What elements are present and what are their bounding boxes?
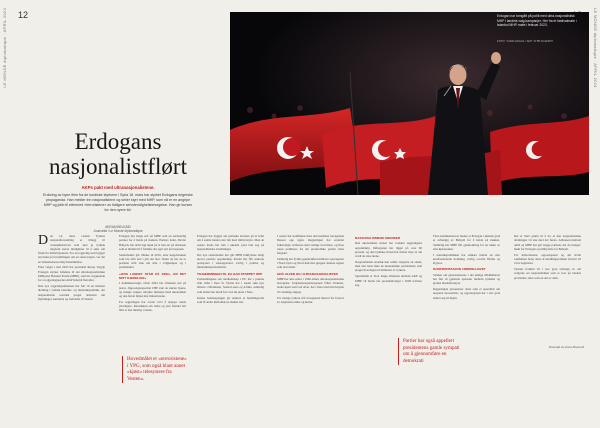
pull-quote-right: Partier har også appellert presidentens gamle sympati om å gjennomføre en demokrati <box>398 338 463 365</box>
article-standfirst: Erdoring av byen ifrim fra de kurdiske styrkene i Syria 18. mars har styrket Erdogans krigerske propaganda. Han melder inn nasjonalistene og seiler styrt med MHP, som nå er en angripe MHP og jobb til ettermed «terroristene» av tidligere selvstendighetsbevegelse. Han gir kursen for den nyere tid. <box>43 193 193 213</box>
pull-quote-left: Hovedmålet er «terroristene» i YPG, som også blant annet «kjøst» telesystere fra Vesten». <box>122 356 187 383</box>
section-subhead: NASJONALISMENS GRENSER <box>355 236 401 240</box>
section-subhead: GRÅ ULVER OG ULTRANASJONALISTER <box>277 271 338 276</box>
paragraph: I sørøst har konflikten med den kurdiske bevegelsen blusset opp igjen. Regjeringen har erstattet folkevalgte ordførere med statlige forvaltere, og flere tusen politikere fra det prokurdiske partiet sitter fengslet. <box>277 234 344 255</box>
paragraph: Forhandlingene om medlemskap i EU har i praksis stått stille i flere år. Tyrkia har i stedet søkt nye allierte i Midtøsten, Sentral-Asia og Afrika, samtidig som landet har holdt fast ved sin plass i Nato. <box>197 276 264 294</box>
paragraph: Etter valget i mai 2023 har president Recep Tayyip Erdogan styrket båndene til det ultranasjonalistiske Milliyetçi Hareket Partisi (MHP), som ble avgjørende for at regjeringspartiet AKP beholdt flertallet. <box>38 265 105 283</box>
paragraph: For regjeringen har svaret vært å skjerpe tonen ytterligere. Retorikken om indre og ytre fiender har blitt et fast innslag i talene. <box>119 299 186 313</box>
paragraph: Erdogan har lenge sett på MHP som en nødvendig partner for å holde på makten. Partiets leder, Devlet Bahçeli, har aldri lagt skjul på at han ser på alliansen som et middel til å fremme sitt eget syn på nasjonen. <box>119 234 186 251</box>
paragraph: For mange tyrkere står bevegelsen likevel for forsvar av nasjonens enhet og kultur. <box>277 295 344 304</box>
paragraph: For minoritetene, opposisjonen og det sivile samfunnet betyr dette at handlingsrommet fortsatt vil være begrenset. <box>514 252 581 266</box>
article-headline: Erdogans nasjonalistflørt <box>49 129 187 179</box>
paragraph: Nasjonalistisk retorikk kan samle velgerne en stund, men den løser ikke de økonomiske problemene som preger hverdagen til millioner av tyrkere. <box>355 259 422 273</box>
photo-credit: FOTO: YASIN AKGUL / AFP / NTB SCANPIX <box>497 39 553 43</box>
photo-caption: Erdogan har tomgått på politi med ultra-nasjonalistisk MHP i landets valg-kampanjer. Her fra et fastivalmøte i Istanbul MHP-møte i februar 2023. <box>497 14 577 28</box>
text-column-2 <box>119 234 186 352</box>
paragraph: Striden om gassressursene i det østlige Middelhavet har ført til gjentatte episoder mellom tyrkiske og greske marinefartøyer. <box>433 272 500 286</box>
paragraph: I kommunevalget våren 2024 ble alliansen satt på prøve. Opposisjonspartiet CHP vant de største byene, og mange velgere uttrykte misnøye med økonomien og den harde linjen mot minoritetene. <box>119 281 186 299</box>
paragraph: Flere kommentatorer mener at Erdogan i økende grad er avhengig av Bahçeli for å holde på makten. Samtidig har MHP fått gjennomslag for en rekke av sine kjernesaker. <box>433 234 500 251</box>
paragraph: Tyrkias framtid vil i stor grad avhenge av om velgerne ser nasjonalismen som et svar på landets problemer, eller som en del av dem. <box>514 267 581 280</box>
text-column-4 <box>277 234 344 422</box>
dropcap: D <box>38 234 49 248</box>
paragraph: Spørsmålet er hvor lenge alliansen mellom AKP og MHP vil holde når presidentvalget i 2028 nærmer seg. <box>355 274 422 287</box>
page-number-left: 12 <box>18 10 29 20</box>
paragraph: I utenrikspolitikken har Ankara inntatt en mer konfronterende holdning, særlig overfor Hellas og Kypros. <box>433 252 500 266</box>
paragraph: Samtidig har Tyrkia gjennomført militære operasjoner i Nord-Syria og Nord-Irak mot grupper Ankara regner som terrorister. <box>277 256 344 270</box>
text-column-1 <box>38 234 105 422</box>
article-kicker: AKPs pakt med ultranasjonalistene. <box>81 185 155 190</box>
paragraph: Det nye samarbeidet har gitt MHP innflytelse langt utover partiets oppslutning. Partiet har fått sentrale posisjoner i statsapparatet, særlig i politiet og innenriksdepartementet. <box>197 252 264 270</box>
section-subhead: KONFRONTASJON I MIDDELHAVET <box>433 267 486 272</box>
paragraph: Regjeringen presenterer dette som et spørsmål om nasjonal suverenitet, og opposisjonen har i stor grad sluttet seg til linjen. <box>433 287 500 300</box>
paragraph: Denne balansegangen gir Ankara et handlingsrom som få andre mellomstore makter har. <box>197 295 264 304</box>
translation-credit: Oversatt av Anna Rossvoll <box>548 345 584 349</box>
paragraph: Erdogan har bygget sin politiske karriere på et løfte om å samle landet etter tiår med militærstyre. Men de senere årene har han i økende grad lent seg på nasjonalistiske strømninger. <box>197 234 264 251</box>
byline-author: AKRAM BELKAÏD <box>105 225 131 229</box>
paragraph: Samarbeidet går tilbake til 2016, etter kuppforsøket som ble slått ned i juli det året. Siden da har de to partiene stått side om side i valgkamper og i parlamentet. <box>119 252 186 270</box>
paragraph: Det er liten grunn til å tro at den nasjonalistiske dreiningen vil snu med det første. Alliansen mellom AKP og MHP har gitt begge partiene det de trenger: makt for Erdogan og innflytelse for Bahçeli. <box>514 234 581 251</box>
byline <box>38 225 198 234</box>
paragraph: Den nye regjeringsalliansen har ført til en markert dreining i tyrkisk utenriks- og innenrikspolitikk, der nasjonalistisk retorikk preger debatten om flyktninger, kurderne og forholdet til Vesten. <box>38 284 105 301</box>
running-head-right: LE MONDE diplomatique · APRIL 2024 <box>593 8 598 88</box>
byline-role: Journalist i Le Monde diplomatique <box>93 229 143 234</box>
text-column-6 <box>433 234 500 334</box>
text-column-5 <box>355 234 422 422</box>
text-column-3 <box>197 234 264 422</box>
paragraph: MHP har sine røtter i 1960-tallets ultranasjonalistiske bevegelse. Ungdomsorganisasjonen Ülkü Ocakları, bedre kjent som Grå ulver, har i flere land blitt knyttet til voldelige angrep. <box>277 276 344 294</box>
text-column-7 <box>514 234 581 342</box>
paragraph: en 14. mars vedtok Tyrkias nasjonalforsamling et tillegg til vernepliktsloven som skal gi tyrkisk ungdom større muligheter til å søke om fritak fra militærtjeneste. For en regjering som bygger sin makt på forestillingen om en sterk nasjon, var det en bemerkelsesverdig innrømmelse. <box>38 234 105 264</box>
section-subhead: «HVIS LANDET STÅR PÅ SPILL, ER DET MITT KJEDELIGE» <box>119 271 186 280</box>
paragraph: Den økonomiske krisen har svekket regjeringens oppslutning. Inflasjonen har ligget på over 60 prosent, og den tyrkiske liraen har mistet mye av sin verdi de siste årene. <box>355 241 422 259</box>
running-head-left: LE MONDE diplomatique · APRIL 2024 <box>2 8 7 88</box>
section-subhead: TILNÆRMINGEN TIL EU HAR STOPPET OPP <box>197 271 263 276</box>
